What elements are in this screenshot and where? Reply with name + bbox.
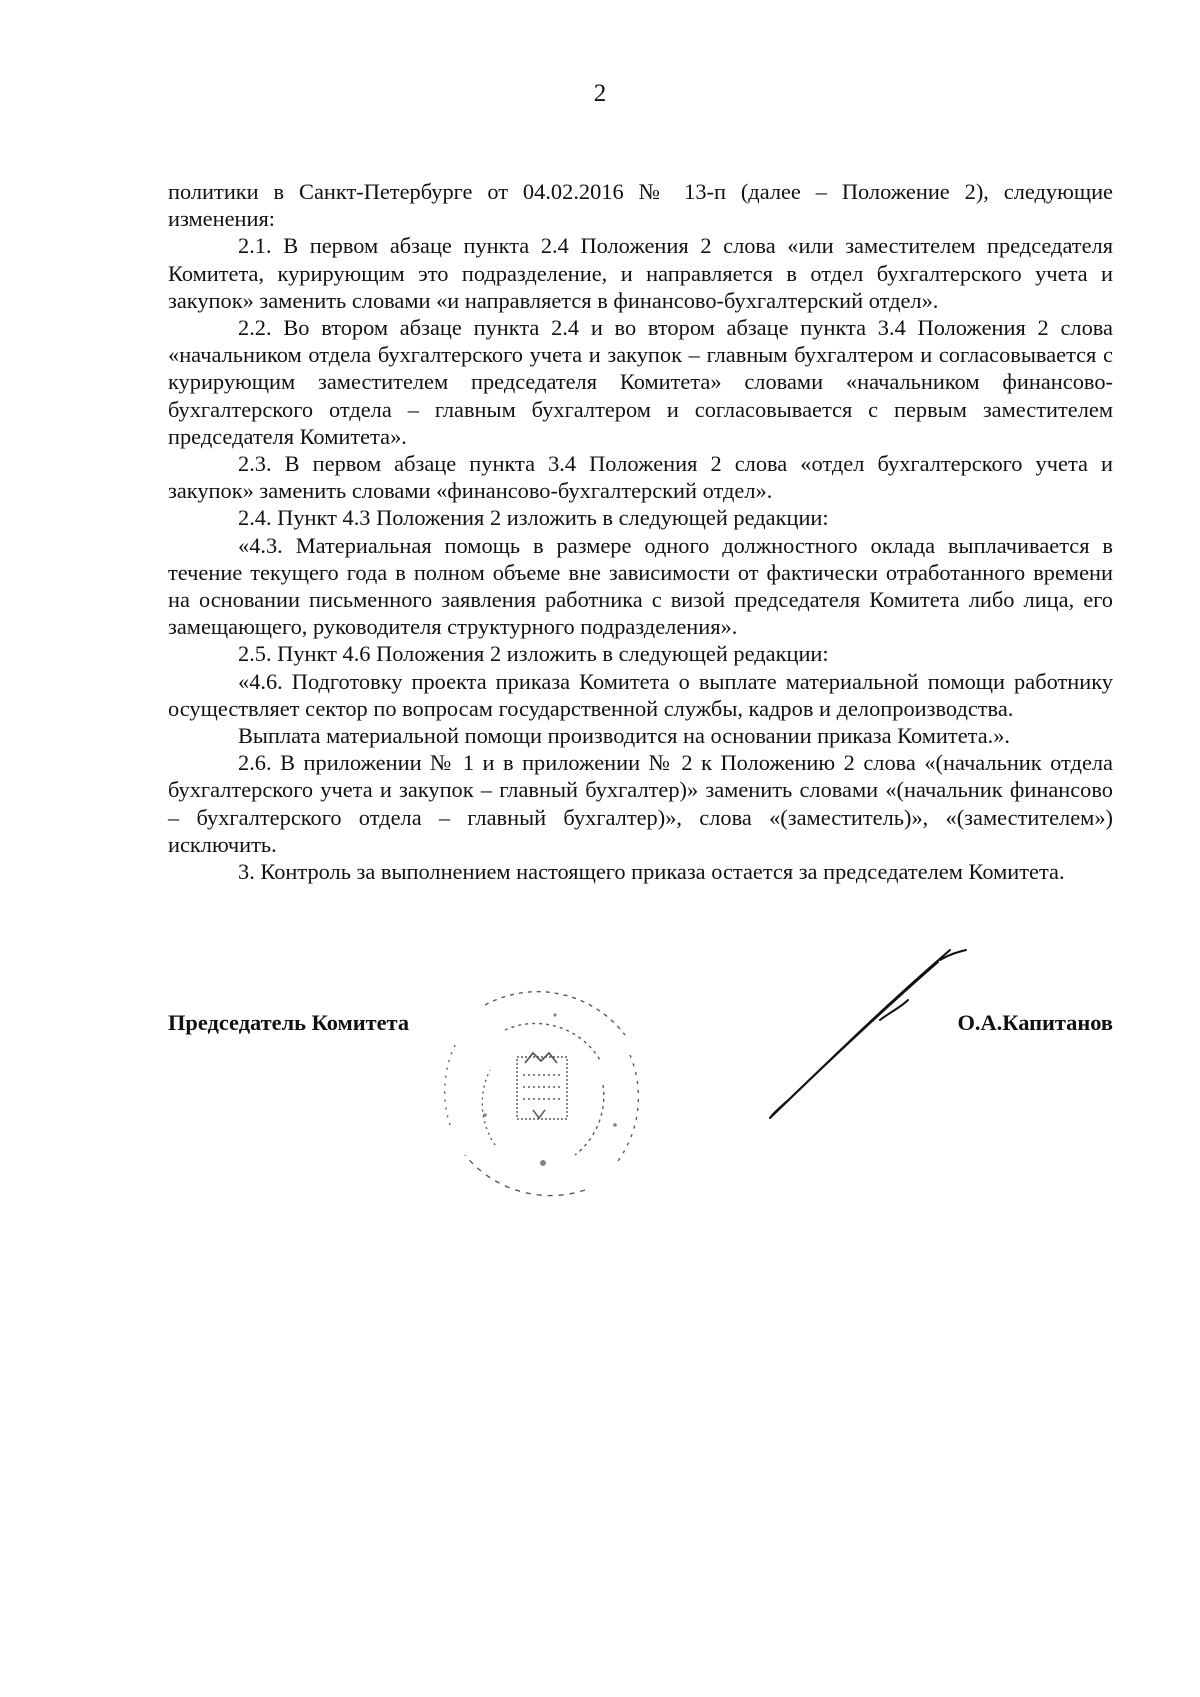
paragraph-3-control: 3. Контроль за выполнением настоящего приказа остается за председателем Комитета.	[238, 859, 1065, 885]
handwritten-signature	[760, 940, 980, 1125]
paragraph-4-3-quote: «4.3. Материальная помощь в размере одного должностного оклада выплачивается в течение текущего года в полном объеме вне зависимости от фактически отработанного времени на основании письменного заявления работника с визой председателя Комитета либо лица, его замещающего, руководителя структурного подразделения».	[168, 532, 1113, 640]
paragraph-payment: Выплата материальной помощи производится на основании приказа Комитета.».	[238, 723, 1011, 749]
signatory-title: Председатель Комитета	[168, 1010, 410, 1035]
paragraph-2-3: 2.3. В первом абзаце пункта 3.4 Положения 2 слова «отдел бухгалтерского учета и закупок» заменить словами «финансово-бухгалтерский отдел».	[168, 451, 1113, 504]
page-number: 2	[593, 80, 607, 107]
paragraph-intro: политики в Санкт-Петербурге от 04.02.2016 № 13-п (далее – Положение 2), следующие изменения:	[168, 179, 1113, 232]
document-body	[168, 178, 1113, 885]
paragraph-2-6: 2.6. В приложении № 1 и в приложении № 2 к Положению 2 слова «(начальник отдела бухгалтерского учета и закупок – главный бухгалтер)» заменить словами «(начальник финансово – бухгалтерского отдела – главный бухгалтер)», слова «(заместитель)», «(заместителем») исключить.	[168, 750, 1113, 857]
paragraph-2-1: 2.1. В первом абзаце пункта 2.4 Положения 2 слова «или заместителем председателя Комитета, курирующим это подразделение, и направляется в отдел бухгалтерского учета и закупок» заменить словами «и направляется в финансово-бухгалтерский отдел».	[168, 233, 1113, 313]
paragraph-2-4: 2.4. Пункт 4.3 Положения 2 изложить в следующей редакции:	[238, 505, 829, 531]
paragraph-2-5: 2.5. Пункт 4.6 Положения 2 изложить в следующей редакции:	[238, 641, 829, 667]
paragraph-4-6-quote: «4.6. Подготовку проекта приказа Комитета о выплате материальной помощи работнику осуществляет сектор по вопросам государственной службы, кадров и делопроизводства.	[168, 668, 1113, 721]
signatory-name: О.А.Капитанов	[957, 1010, 1113, 1035]
paragraph-2-2: 2.2. Во втором абзаце пункта 2.4 и во втором абзаце пункта 3.4 Положения 2 слова «начальником отдела бухгалтерского учета и закупок – главным бухгалтером и согласовывается с курирующим заместителем председателя Комитета» словами «начальником финансово-бухгалтерского отдела – главным бухгалтером и согласовывается с первым заместителем председателя Комитета».	[168, 315, 1113, 449]
official-seal-stamp	[425, 975, 665, 1205]
